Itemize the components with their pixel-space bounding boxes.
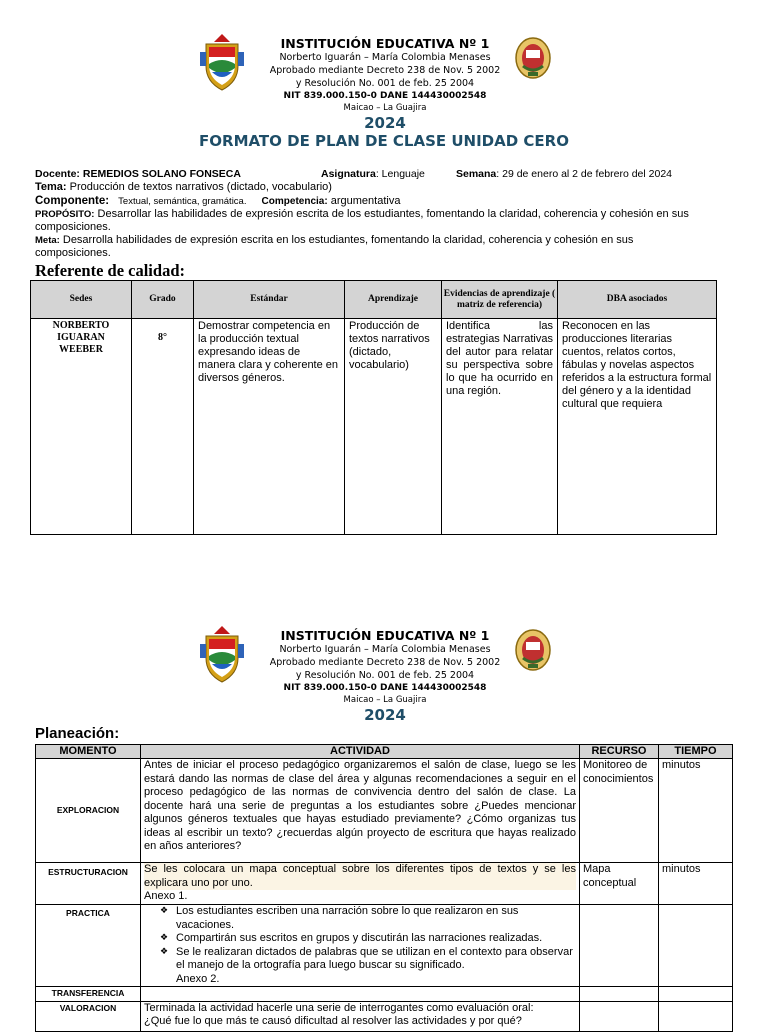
row-estructuracion [36,863,733,905]
tiempo-estructuracion: minutos [659,863,733,905]
proposito-value: Desarrollar las habilidades de expresión escrita de los estudiantes, fomentando la claridad, coherencia y cohesión en sus composiciones. [35,208,689,233]
recurso-estructuracion: Mapa conceptual [580,863,659,905]
header-year: 2024 [364,706,406,724]
municipal-seal-icon [513,628,553,672]
row-practica [36,905,733,987]
practica-item: ❖ Se le realizaran dictados de palabras que se utilizan en el contexto para observar el manejo de la ortografía para luego buscar su significado. [176,946,576,973]
institution-founders: Norberto Iguarán – María Colombia Menases [279,52,491,63]
institution-nit: NIT 839.000.150-0 DANE 144430002548 [283,683,487,693]
tiempo-practica [659,905,733,987]
docente-label: Docente: [35,168,80,180]
valoracion-line-2: ¿Qué fue lo que más te causó dificultad al resolver las actividades y por qué? [144,1015,522,1027]
tiempo-transferencia [659,987,733,1002]
recurso-valoracion [580,1001,659,1031]
momento-exploracion: EXPLORACION [36,759,141,863]
componente-label: Componente: [35,195,110,207]
row-exploracion [36,759,733,863]
institution-nit: NIT 839.000.150-0 DANE 144430002548 [283,91,487,101]
asignatura-label: Asignatura [321,168,376,180]
form-title: FORMATO DE PLAN DE CLASE UNIDAD CERO [199,132,569,150]
tiempo-exploracion: minutos [659,759,733,863]
actividad-estructuracion [141,863,580,905]
practica-item: ❖ Compartirán sus escritos en grupos y discutirán las narraciones realizadas. [176,932,576,946]
tema-label: Tema: [35,181,67,193]
col-momento: MOMENTO [36,745,141,759]
col-recurso: RECURSO [580,745,659,759]
referente-header-row [31,281,717,319]
institution-name: INSTITUCIÓN EDUCATIVA Nº 1 [280,36,490,51]
practica-anexo: Anexo 2. [176,972,220,985]
tiempo-valoracion [659,1001,733,1031]
col-evidencias: Evidencias de aprendizaje ( matriz de referencia) [442,281,558,319]
cell-aprendizaje: Producción de textos narrativos (dictado, vocabulario) [345,319,442,535]
cell-grado: 8° [132,319,194,535]
estructuracion-anexo: Anexo 1. [144,890,188,902]
asignatura-value: : Lenguaje [375,168,425,180]
momento-practica: PRACTICA [36,905,141,987]
referente-data-row [31,319,717,535]
practica-list [144,905,576,973]
col-dba: DBA asociados [558,281,717,319]
col-tiempo: TIEMPO [659,745,733,759]
institution-city: Maicao – La Guajira [343,695,427,705]
meta-label: Meta: [35,235,60,246]
momento-transferencia: TRANSFERENCIA [36,987,141,1002]
info-tema [35,181,735,194]
col-aprendizaje: Aprendizaje [345,281,442,319]
info-meta [35,234,655,260]
institution-decree: Aprobado mediante Decreto 238 de Nov. 5 2002 [269,65,501,76]
estructuracion-text: Se les colocara un mapa conceptual sobre los diferentes tipos de textos y se les explicara uno por uno. [144,863,576,889]
cell-dba: Reconocen en las producciones literarias cuentos, relatos cortos, fábulas y novelas aspectos referidos a la estructura formal del género y a la identidad cultural que requiera [558,319,717,535]
competencia-label: Competencia: [261,196,328,207]
recurso-exploracion: Monitoreo de conocimientos [580,759,659,863]
planeacion-table [35,744,733,1032]
institution-name: INSTITUCIÓN EDUCATIVA Nº 1 [280,628,490,643]
institution-city: Maicao – La Guajira [343,103,427,113]
header-year: 2024 [364,114,406,132]
info-componente [35,195,735,208]
institution-resolution: y Resolución No. 001 de feb. 25 2004 [295,78,475,89]
col-grado: Grado [132,281,194,319]
semana-label: Semana [456,168,497,180]
proposito-label: PROPÓSITO: [35,209,95,220]
municipal-seal-icon [513,36,553,80]
semana-value: : 29 de enero al 2 de febrero del 2024 [496,168,672,180]
actividad-exploracion: Antes de iniciar el proceso pedagógico organizaremos el salón de clase, luego se les estará dando las normas de clase del área y algunas recomendaciones a seguir en el proceso pedagógico de las normas de convivencia dentro del salón de clase. La docente hará una serie de preguntas a los estudiantes sobre ¿Puedes mencionar algunos géneros textuales que hayas estudiado previamente? ¿Cómo organizas tus ideas al escribir un texto? ¿recuerdas algún proyecto de escritura que hayas realizado en años anteriores? [141,759,580,863]
institution-resolution: y Resolución No. 001 de feb. 25 2004 [295,670,475,681]
competencia-value: argumentativa [330,195,401,207]
col-sedes: Sedes [31,281,132,319]
recurso-practica [580,905,659,987]
actividad-transferencia [141,987,580,1002]
cell-evidencias: Identifica las estrategias Narrativas del autor para relatar su perspectiva sobre lo que ha ocurrido en una región. [442,319,558,535]
tema-value: Producción de textos narrativos (dictado, vocabulario) [69,181,332,193]
momento-estructuracion: ESTRUCTURACION [36,863,141,905]
practica-item: ❖ Los estudiantes escriben una narración sobre lo que realizaron en sus vacaciones. [176,905,576,932]
row-valoracion [36,1001,733,1031]
referente-title: Referente de calidad: [35,261,185,280]
institution-decree: Aprobado mediante Decreto 238 de Nov. 5 2002 [269,657,501,668]
recurso-transferencia [580,987,659,1002]
cell-estandar: Demostrar competencia en la producción textual expresando ideas de manera clara y coherente en diversos géneros. [194,319,345,535]
institution-founders: Norberto Iguarán – María Colombia Menases [279,644,491,655]
actividad-practica [141,905,580,987]
momento-valoracion: VALORACION [36,1001,141,1031]
planeacion-header-row [36,745,733,759]
row-transferencia [36,987,733,1002]
cell-sedes: NORBERTO IGUARAN WEEBER [31,319,132,535]
referente-table [30,280,717,535]
info-proposito [35,208,735,234]
valoracion-line-1: Terminada la actividad hacerle una serie de interrogantes como evaluación oral: [144,1001,534,1014]
docente-value: REMEDIOS SOLANO FONSECA [82,168,241,180]
col-actividad: ACTIVIDAD [141,745,580,759]
planeacion-title: Planeación: [35,725,120,742]
info-line-1 [35,168,735,181]
col-estandar: Estándar [194,281,345,319]
actividad-valoracion [141,1001,580,1031]
componente-value: Textual, semántica, gramática. [118,196,247,207]
meta-value: Desarrolla habilidades de expresión escrita en los estudiantes, fomentando la claridad, coherencia y cohesión en sus composiciones. [35,234,634,259]
